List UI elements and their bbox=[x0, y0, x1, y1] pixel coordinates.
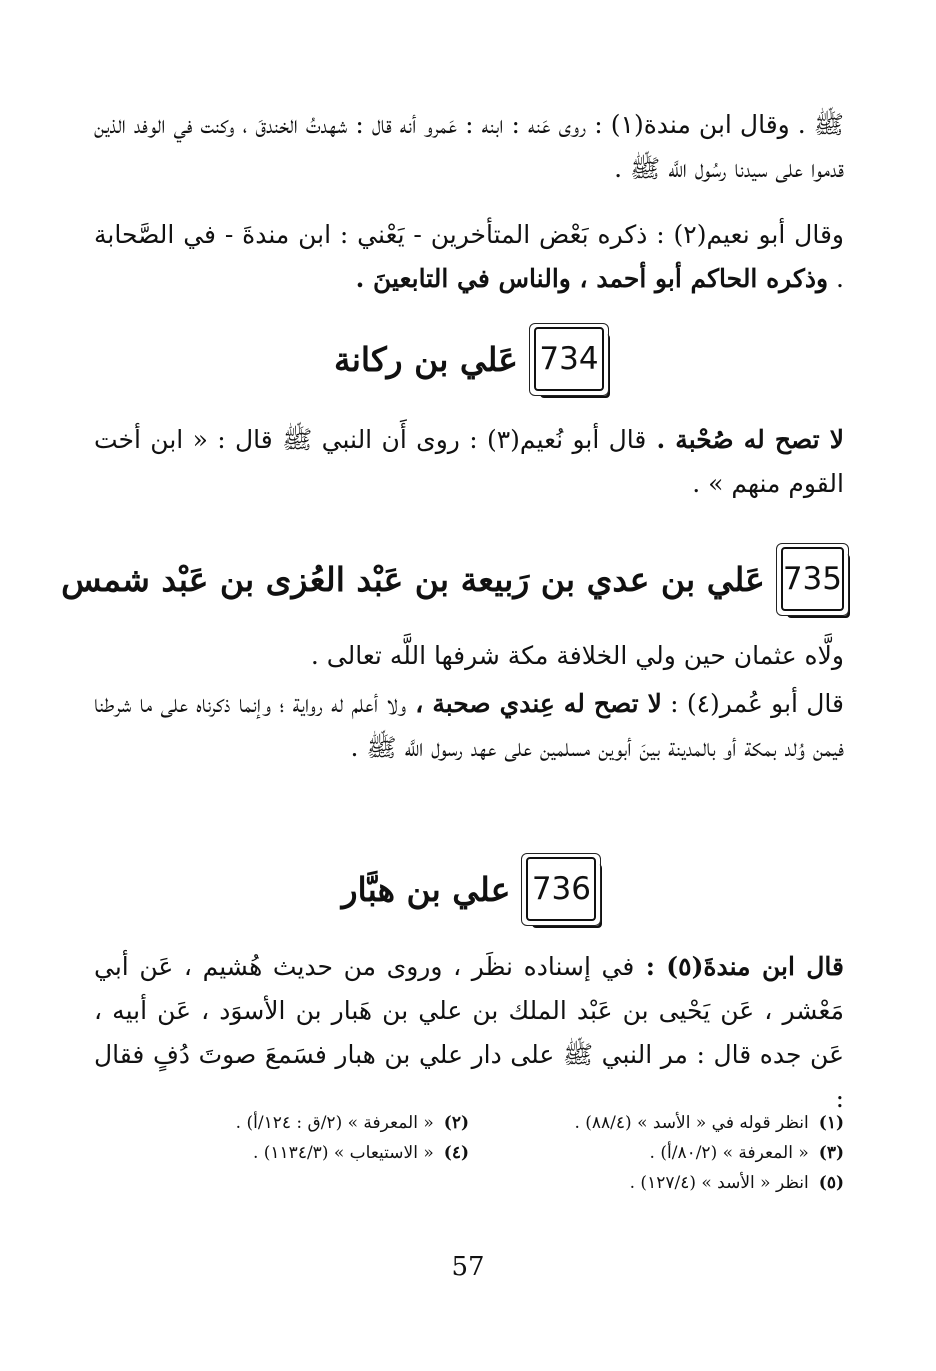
footnote-text: « المعرفة » (٢/ق : ١٢٤/أ) . bbox=[235, 1113, 434, 1133]
paragraph-1-text: ﷺ . وقال ابن مندة(١) : روى عَنه : ابنه : عَمرو أنه قال : شهدتُ الخندقَ ، وكنت في الوفد الذين قدموا على سيدنا رسُول اللَّه ﷺ . bbox=[94, 110, 844, 183]
paragraph-2-bold: وذكره الحاكم أبو أحمد ، والناس في التابعينَ . bbox=[355, 264, 829, 293]
entry-body-text bbox=[94, 682, 844, 770]
paragraph-1 bbox=[94, 103, 844, 191]
entry-body-start: قال أبو عُمر(٤) : bbox=[661, 689, 844, 718]
footnote-row bbox=[94, 1168, 844, 1198]
entry-body-rest: ولا أعلم له رواية ؛ وإنما ذكرناه على ما شرطنا فيمن وُلد بمكة أو بالمدينة بينَ أبوين مسلمين على عهد رسول اللَّه ﷺ . bbox=[94, 689, 844, 762]
page-number: 57 bbox=[451, 1252, 485, 1282]
paragraph-2 bbox=[94, 213, 844, 301]
entry-heading-736 bbox=[94, 852, 844, 926]
footnote-row bbox=[94, 1138, 844, 1168]
entry-body-rest: قال أبو نُعيم(٣) : روى أَن النبي ﷺ قال : « ابن أخت القوم منهم » . bbox=[94, 425, 844, 498]
entry-name: عَلي بن عدي بن رَبيعة بن عَبْد العُزى بن عَبْد شمس bbox=[61, 559, 765, 599]
footnote-text: « المعرفة » (٨٠/٢/أ) . bbox=[649, 1143, 809, 1163]
entry-body-bold: لا تصح له صُحْبة . bbox=[646, 425, 845, 454]
footnote-text: انظر « الأسد » (١٢٧/٤) . bbox=[629, 1173, 809, 1193]
entry-number: 734 bbox=[539, 341, 599, 377]
entry-name: عَلي بن ركانة bbox=[334, 339, 518, 379]
entry-heading-735 bbox=[61, 542, 844, 616]
entry-body-line: ولَّاه عثمان حين ولي الخلافة مكة شرفها اللَّه تعالى . bbox=[310, 641, 844, 670]
entry-body-text bbox=[94, 945, 844, 1121]
footnote-3 bbox=[469, 1138, 844, 1168]
entry-body-bold: لا تصح له عِندي صحبة ، bbox=[406, 689, 662, 718]
paragraph-2-start: وقال أبو نعيم(٢) : ذكره بَعْض المتأخرين - يَعْني : ابن مندةَ - في الصَّحابة . bbox=[94, 220, 844, 293]
footnote-4 bbox=[94, 1138, 469, 1168]
entry-number-box bbox=[781, 547, 844, 611]
entry-body-bold: قال ابن مندةَ(٥) : bbox=[634, 952, 845, 981]
entry-number: 736 bbox=[531, 871, 591, 907]
entry-number-box bbox=[534, 327, 604, 391]
entry-body-rest: في إسناده نظَر ، وروى من حديث هُشيم ، عَن أبي مَعْشر ، عَن يَحْيى بن عَبْد الملك بن علي بن هَبار بن الأسوَد ، عَن أبيه ، عَن جده قال : مر النبي ﷺ على دار علي بن هبار فسَمعَ صوتَ دُفٍ فقال : bbox=[94, 952, 844, 1113]
entry-body-735 bbox=[94, 634, 844, 770]
footnote-number: (٢) bbox=[443, 1113, 469, 1133]
footnote-5 bbox=[469, 1168, 844, 1198]
entry-body-text bbox=[94, 418, 844, 506]
entry-body-736 bbox=[94, 945, 844, 1121]
footnote-number: (٤) bbox=[443, 1143, 469, 1163]
footnote-text: انظر قوله في « الأسد » (٨٨/٤) . bbox=[574, 1113, 809, 1133]
paragraph-2-text bbox=[94, 213, 844, 301]
footnote-text: « الاستيعاب » (١١٣٤/٣) . bbox=[252, 1143, 434, 1163]
footnote-1 bbox=[469, 1108, 844, 1138]
footnote-2 bbox=[94, 1108, 469, 1138]
entry-heading-734 bbox=[94, 322, 844, 396]
entry-body-734 bbox=[94, 418, 844, 506]
footnote-number: (٣) bbox=[818, 1143, 844, 1163]
footnotes bbox=[94, 1108, 844, 1198]
entry-name: علي بن هبَّار bbox=[341, 869, 511, 909]
footnote-number: (٥) bbox=[818, 1173, 844, 1193]
footnote-row bbox=[94, 1108, 844, 1138]
entry-number-box bbox=[526, 857, 596, 921]
footnote-number: (١) bbox=[818, 1113, 844, 1133]
entry-number: 735 bbox=[782, 561, 842, 597]
